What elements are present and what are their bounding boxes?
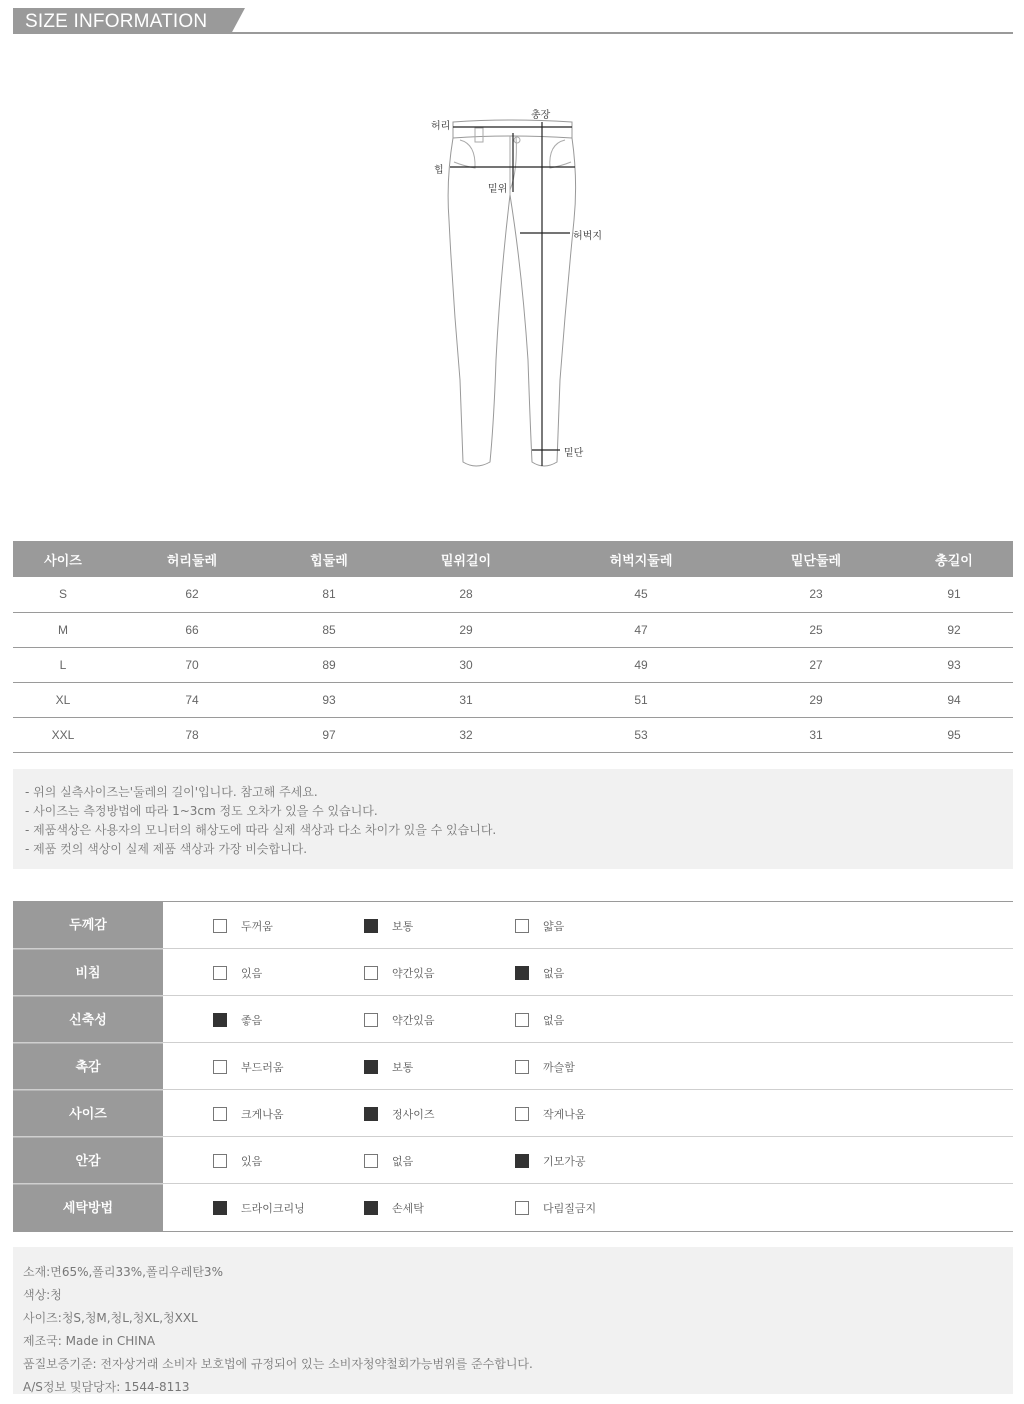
attribute-option: [364, 1184, 424, 1231]
attribute-option-label: 얇음: [543, 919, 565, 933]
table-cell: 32: [387, 717, 545, 752]
checked-box-icon: [515, 966, 529, 980]
table-cell: 23: [737, 577, 895, 612]
unchecked-box-icon: [515, 919, 529, 933]
section-title-tab-corner: [231, 8, 245, 34]
attribute-option-label: 작게나옴: [543, 1107, 586, 1121]
attribute-option-label: 있음: [241, 966, 263, 980]
table-cell: 97: [271, 717, 387, 752]
table-cell: 25: [737, 612, 895, 647]
checked-box-icon: [364, 1060, 378, 1074]
attribute-label: 신축성: [13, 996, 163, 1042]
note-line: - 제품색상은 사용자의 모니터의 해상도에 따라 실제 색상과 다소 차이가 있을 수 있습니다.: [25, 823, 497, 837]
table-cell: 30: [387, 647, 545, 682]
unchecked-box-icon: [515, 1201, 529, 1215]
rise-label: 밑위: [488, 184, 508, 195]
header-size: 사이즈: [13, 541, 113, 577]
table-cell: 47: [545, 612, 737, 647]
table-cell: 92: [895, 612, 1013, 647]
attribute-option-label: 기모가공: [543, 1154, 586, 1168]
attribute-row: [13, 1090, 1013, 1137]
table-row: [13, 612, 1013, 647]
section-header: [13, 8, 1013, 34]
header-total-length: 총길이: [895, 541, 1013, 577]
table-cell: 78: [113, 717, 271, 752]
attribute-label: 사이즈: [13, 1090, 163, 1136]
table-cell: 62: [113, 577, 271, 612]
table-cell: 66: [113, 612, 271, 647]
unchecked-box-icon: [515, 1107, 529, 1121]
waist-label: 허리: [431, 121, 451, 132]
info-as-contact: A/S정보 및담당자: 1544-8113: [23, 1380, 190, 1394]
table-cell: 31: [387, 682, 545, 717]
table-cell: 91: [895, 577, 1013, 612]
unchecked-box-icon: [213, 966, 227, 980]
pants-illustration: [420, 100, 620, 480]
attribute-option-label: 까슬함: [543, 1060, 575, 1074]
measurement-notes: [13, 769, 1013, 869]
table-cell: 81: [271, 577, 387, 612]
size-table-header: [13, 541, 1013, 577]
info-origin: 제조국: Made in CHINA: [23, 1334, 156, 1348]
attribute-option: [515, 1137, 586, 1184]
attribute-option: [213, 949, 262, 996]
attribute-label: 비침: [13, 949, 163, 995]
table-cell: 93: [895, 647, 1013, 682]
hip-label: 힙: [434, 165, 444, 176]
info-color: 색상:청: [23, 1288, 62, 1302]
table-cell: XXL: [13, 717, 113, 752]
attribute-option-label: 약간있음: [392, 966, 435, 980]
attribute-option-label: 약간있음: [392, 1013, 435, 1027]
pants-measurement-diagram: [420, 100, 620, 480]
attribute-option-label: 드라이크리닝: [241, 1201, 305, 1215]
table-cell: 28: [387, 577, 545, 612]
checked-box-icon: [364, 919, 378, 933]
table-row: [13, 647, 1013, 682]
note-line: - 사이즈는 측정방법에 따라 1~3cm 정도 오차가 있을 수 있습니다.: [25, 804, 378, 818]
hem-label: 밑단: [564, 448, 584, 459]
header-waist: 허리둘레: [113, 541, 271, 577]
unchecked-box-icon: [515, 1013, 529, 1027]
attribute-row: [13, 996, 1013, 1043]
info-material: 소재:면65%,폴리33%,폴리우레탄3%: [23, 1265, 223, 1279]
attribute-option-label: 있음: [241, 1154, 263, 1168]
attribute-option-label: 없음: [392, 1154, 414, 1168]
table-cell: 89: [271, 647, 387, 682]
product-info: [13, 1247, 1013, 1394]
note-line: - 위의 실측사이즈는'둘레의 길이'입니다. 참고해 주세요.: [25, 785, 318, 799]
attribute-option-label: 부드러움: [241, 1060, 284, 1074]
unchecked-box-icon: [364, 966, 378, 980]
attribute-option: [364, 1090, 435, 1137]
attribute-option: [364, 902, 413, 949]
attribute-row: [13, 1043, 1013, 1090]
attribute-option-label: 보통: [392, 919, 414, 933]
table-cell: S: [13, 577, 113, 612]
thigh-label: 허벅지: [573, 231, 602, 242]
attribute-option: [515, 1043, 575, 1090]
attribute-option-label: 두꺼움: [241, 919, 273, 933]
attribute-option-label: 다림질금지: [543, 1201, 597, 1215]
unchecked-box-icon: [515, 1060, 529, 1074]
attribute-option-label: 손세탁: [392, 1201, 424, 1215]
info-warranty: 품질보증기준: 전자상거래 소비자 보호법에 규정되어 있는 소비자청약철회가능범위를 준수합니다.: [23, 1357, 533, 1371]
attribute-option: [364, 949, 435, 996]
unchecked-box-icon: [213, 919, 227, 933]
note-line: - 제품 컷의 색상이 실제 제품 색상과 가장 비슷합니다.: [25, 842, 308, 856]
unchecked-box-icon: [213, 1060, 227, 1074]
unchecked-box-icon: [364, 1013, 378, 1027]
attribute-label: 두께감: [13, 902, 163, 948]
unchecked-box-icon: [213, 1107, 227, 1121]
attribute-row: [13, 1137, 1013, 1184]
table-cell: L: [13, 647, 113, 682]
table-cell: 49: [545, 647, 737, 682]
attribute-label: 세탁방법: [13, 1184, 163, 1231]
table-cell: 31: [737, 717, 895, 752]
checked-box-icon: [213, 1201, 227, 1215]
header-thigh: 허벅지둘레: [545, 541, 737, 577]
table-cell: 51: [545, 682, 737, 717]
attribute-option: [364, 1137, 413, 1184]
checked-box-icon: [213, 1013, 227, 1027]
table-cell: 45: [545, 577, 737, 612]
unchecked-box-icon: [213, 1154, 227, 1168]
table-row: [13, 682, 1013, 717]
attribute-option: [213, 1043, 284, 1090]
attribute-option-label: 없음: [543, 966, 565, 980]
attribute-option: [515, 1090, 586, 1137]
attribute-option-label: 정사이즈: [392, 1107, 435, 1121]
table-cell: 29: [387, 612, 545, 647]
fabric-attributes-table: [13, 901, 1013, 1232]
attribute-label: 촉감: [13, 1043, 163, 1089]
attribute-row: [13, 949, 1013, 996]
attribute-option-label: 보통: [392, 1060, 414, 1074]
table-cell: 29: [737, 682, 895, 717]
checked-box-icon: [364, 1201, 378, 1215]
attribute-label: 안감: [13, 1137, 163, 1183]
total-length-label: 총장: [531, 110, 551, 121]
table-cell: 93: [271, 682, 387, 717]
attribute-option: [364, 1043, 413, 1090]
table-cell: 95: [895, 717, 1013, 752]
section-title: SIZE INFORMATION: [13, 8, 231, 34]
attribute-option-label: 크게나옴: [241, 1107, 284, 1121]
attribute-option-label: 없음: [543, 1013, 565, 1027]
attribute-option: [515, 996, 564, 1043]
table-cell: 70: [113, 647, 271, 682]
header-rise: 밑위길이: [387, 541, 545, 577]
attribute-option: [515, 902, 564, 949]
unchecked-box-icon: [364, 1154, 378, 1168]
table-row: [13, 577, 1013, 612]
attribute-option: [364, 996, 435, 1043]
table-cell: 94: [895, 682, 1013, 717]
header-hem: 밑단둘레: [737, 541, 895, 577]
table-cell: 74: [113, 682, 271, 717]
attribute-option: [213, 996, 262, 1043]
size-table: [13, 541, 1013, 753]
info-sizes: 사이즈:청S,청M,청L,청XL,청XXL: [23, 1311, 198, 1325]
table-cell: 53: [545, 717, 737, 752]
attribute-option: [515, 1184, 596, 1231]
table-row: [13, 717, 1013, 752]
table-cell: M: [13, 612, 113, 647]
table-cell: 27: [737, 647, 895, 682]
attribute-option: [213, 902, 273, 949]
attribute-option: [515, 949, 564, 996]
attribute-row: [13, 1184, 1013, 1231]
table-cell: 85: [271, 612, 387, 647]
attribute-option: [213, 1137, 262, 1184]
checked-box-icon: [364, 1107, 378, 1121]
attribute-row: [13, 902, 1013, 949]
header-hip: 힙둘레: [271, 541, 387, 577]
table-cell: XL: [13, 682, 113, 717]
checked-box-icon: [515, 1154, 529, 1168]
attribute-option-label: 좋음: [241, 1013, 263, 1027]
attribute-option: [213, 1184, 305, 1231]
attribute-option: [213, 1090, 284, 1137]
